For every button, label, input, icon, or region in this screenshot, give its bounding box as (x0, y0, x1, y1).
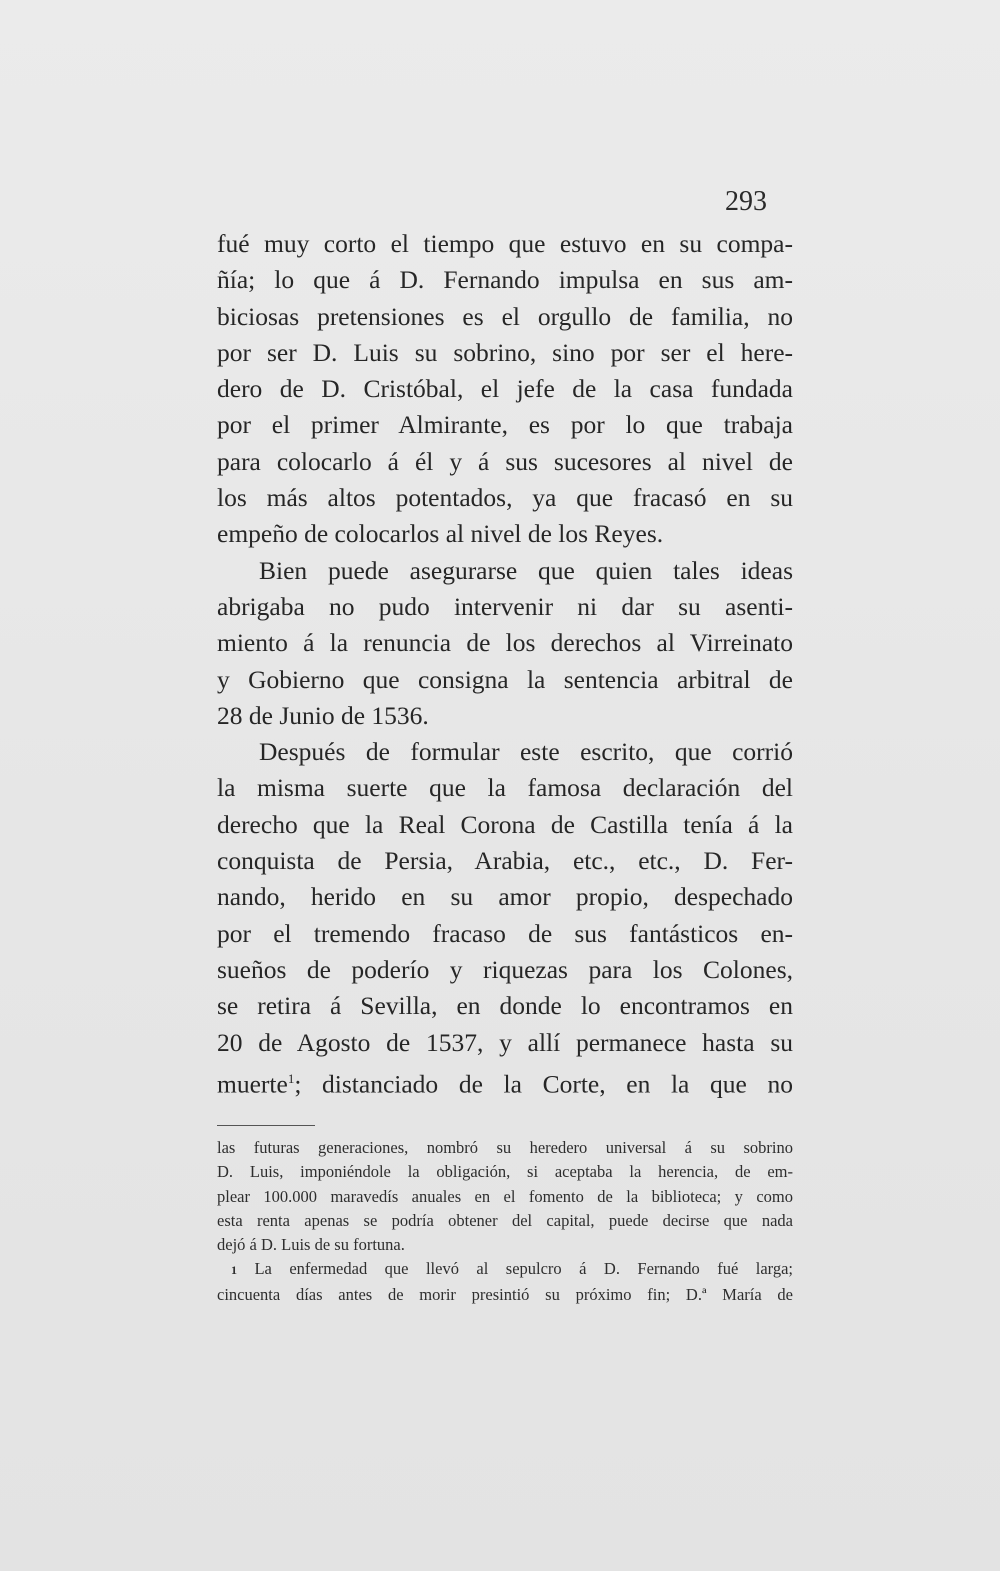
footnote-line: cincuenta días antes de morir presintió su próximo fin; D.ª María de (217, 1284, 793, 1304)
body-line: ñía; lo que á D. Fernando impulsa en sus am- (217, 265, 793, 295)
footnote-line: las futuras generaciones, nombró su heredero universal á su sobrino (217, 1138, 793, 1157)
body-line: sueños de poderío y riquezas para los Colones, (217, 954, 793, 984)
body-line-with-note-ref (217, 1061, 793, 1103)
body-line: para colocarlo á él y á sus sucesores al nivel de (217, 446, 793, 476)
body-line: por el tremendo fracaso de sus fantásticos en- (217, 918, 793, 948)
body-line: y Gobierno que consigna la sentencia arbitral de (217, 664, 793, 694)
body-text-fragment: muerte (217, 1069, 288, 1099)
body-line: la misma suerte que la famosa declaración del (217, 773, 793, 803)
body-line: nando, herido en su amor propio, despechado (217, 882, 793, 912)
body-text (217, 226, 793, 1103)
footnote-reference: 1 (287, 1070, 295, 1086)
body-line: conquista de Persia, Arabia, etc., etc., D. Fer- (217, 846, 793, 876)
footnote-1-line (217, 1257, 793, 1282)
body-line: derecho que la Real Corona de Castilla tenía á la (217, 809, 793, 839)
body-line: empeño de colocarlos al nivel de los Reyes. (217, 519, 664, 549)
body-line: miento á la renuncia de los derechos al Virreinato (217, 628, 793, 658)
page-number: 293 (725, 186, 767, 217)
body-line: por ser D. Luis su sobrino, sino por ser el here- (217, 337, 793, 367)
body-line: biciosas pretensiones es el orgullo de familia, no (217, 301, 793, 331)
body-line: Bien puede asegurarse que quien tales ideas (259, 555, 793, 585)
body-line: 20 de Agosto de 1537, y allí permanece hasta su (217, 1027, 793, 1057)
body-line: se retira á Sevilla, en donde lo encontramos en (217, 991, 793, 1021)
footnote-line: esta renta apenas se podría obtener del capital, puede decirse que nada (217, 1210, 793, 1230)
body-line: dero de D. Cristóbal, el jefe de la casa fundada (217, 374, 793, 404)
footnotes (217, 1136, 793, 1307)
body-line: Después de formular este escrito, que corrió (259, 737, 793, 767)
body-text-fragment: ; distanciado de la Corte, en la que no (294, 1069, 793, 1099)
body-line: 28 de Junio de 1536. (217, 700, 429, 730)
body-line: por el primer Almirante, es por lo que trabaja (217, 410, 793, 440)
body-line: fué muy corto el tiempo que estuvo en su compa- (217, 229, 793, 258)
footnote-text: La enfermedad que llevó al sepulcro á D. Fernando fué larga; (254, 1259, 794, 1279)
body-line: abrigaba no pudo intervenir ni dar su asenti- (217, 591, 793, 621)
body-line: los más altos potentados, ya que fracasó en su (217, 483, 793, 513)
footnote-divider (217, 1125, 315, 1126)
footnote-line: dejó á D. Luis de su fortuna. (217, 1235, 405, 1255)
footnote-line: plear 100.000 maravedís anuales en el fomento de la biblioteca; y como (217, 1186, 793, 1206)
footnote-line: D. Luis, imponiéndole la obligación, si aceptaba la herencia, de em- (217, 1162, 793, 1182)
footnote-marker: 1 (231, 1263, 237, 1278)
